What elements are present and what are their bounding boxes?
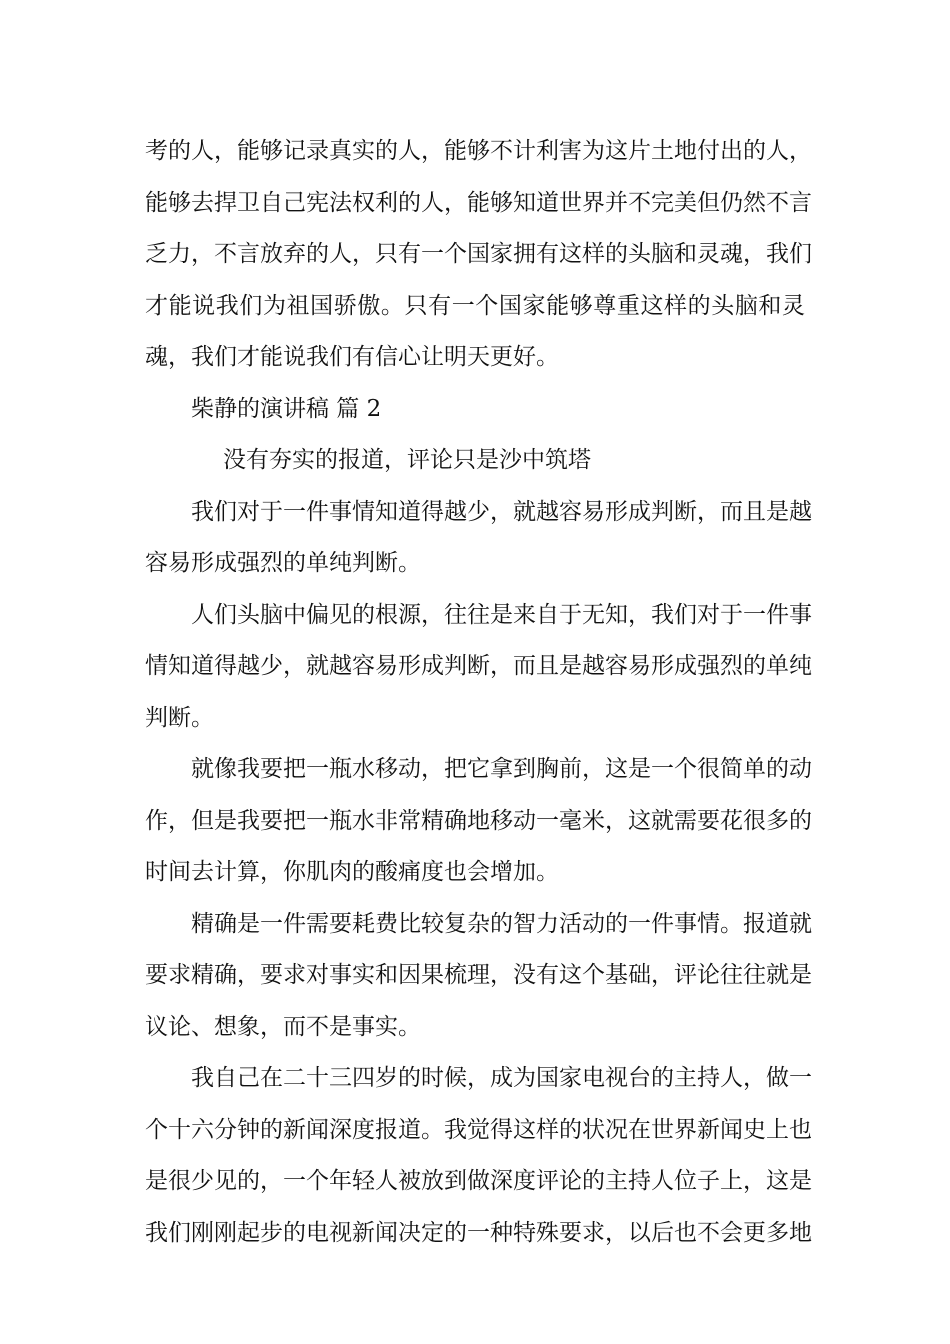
paragraph-line: 精确是一件需要耗费比较复杂的智力活动的一件事情。报道就 <box>191 910 812 937</box>
paragraph-line: 作，但是我要把一瓶水非常精确地移动一毫米，这就需要花很多的 <box>145 807 812 834</box>
paragraph-line: 是很少见的，一个年轻人被放到做深度评论的主持人位子上，这是 <box>145 1168 812 1194</box>
paragraph-line: 我们对于一件事情知道得越少，就越容易形成判断，而且是越 <box>191 498 812 525</box>
paragraph-line: 时间去计算，你肌肉的酸痛度也会增加。 <box>145 859 559 885</box>
paragraph-line: 魂，我们才能说我们有信心让明天更好。 <box>145 344 559 370</box>
paragraph-line: 我们刚刚起步的电视新闻决定的一种特殊要求，以后也不会更多地 <box>145 1219 812 1246</box>
article-subtitle: 没有夯实的报道，评论只是沙中筑塔 <box>223 447 591 473</box>
paragraph-line: 要求精确，要求对事实和因果梳理，没有这个基础，评论往往就是 <box>145 962 812 988</box>
speech-text <box>145 126 812 1259</box>
paragraph-line: 我自己在二十三四岁的时候，成为国家电视台的主持人，做一 <box>191 1065 812 1091</box>
paragraph-line: 情知道得越少，就越容易形成判断，而且是越容易形成强烈的单纯 <box>145 653 812 679</box>
section-heading: 柴静的演讲稿 篇 2 <box>191 395 382 422</box>
paragraph-line: 考的人，能够记录真实的人，能够不计利害为这片土地付出的人， <box>145 138 812 164</box>
paragraph-line: 判断。 <box>145 704 214 731</box>
paragraph-line: 就像我要把一瓶水移动，把它拿到胸前，这是一个很简单的动 <box>191 756 812 782</box>
paragraph-line: 乏力，不言放弃的人，只有一个国家拥有这样的头脑和灵魂，我们 <box>145 241 812 267</box>
paragraph-line: 容易形成强烈的单纯判断。 <box>145 550 421 576</box>
paragraph-line: 议论、想象，而不是事实。 <box>145 1013 421 1040</box>
paragraph-line: 人们头脑中偏见的根源，往往是来自于无知，我们对于一件事 <box>191 601 812 628</box>
paragraph-line: 才能说我们为祖国骄傲。只有一个国家能够尊重这样的头脑和灵 <box>145 292 805 319</box>
paragraph-line: 能够去捍卫自己宪法权利的人，能够知道世界并不完美但仍然不言 <box>145 189 812 216</box>
paragraph-line: 个十六分钟的新闻深度报道。我觉得这样的状况在世界新闻史上也 <box>145 1116 812 1143</box>
